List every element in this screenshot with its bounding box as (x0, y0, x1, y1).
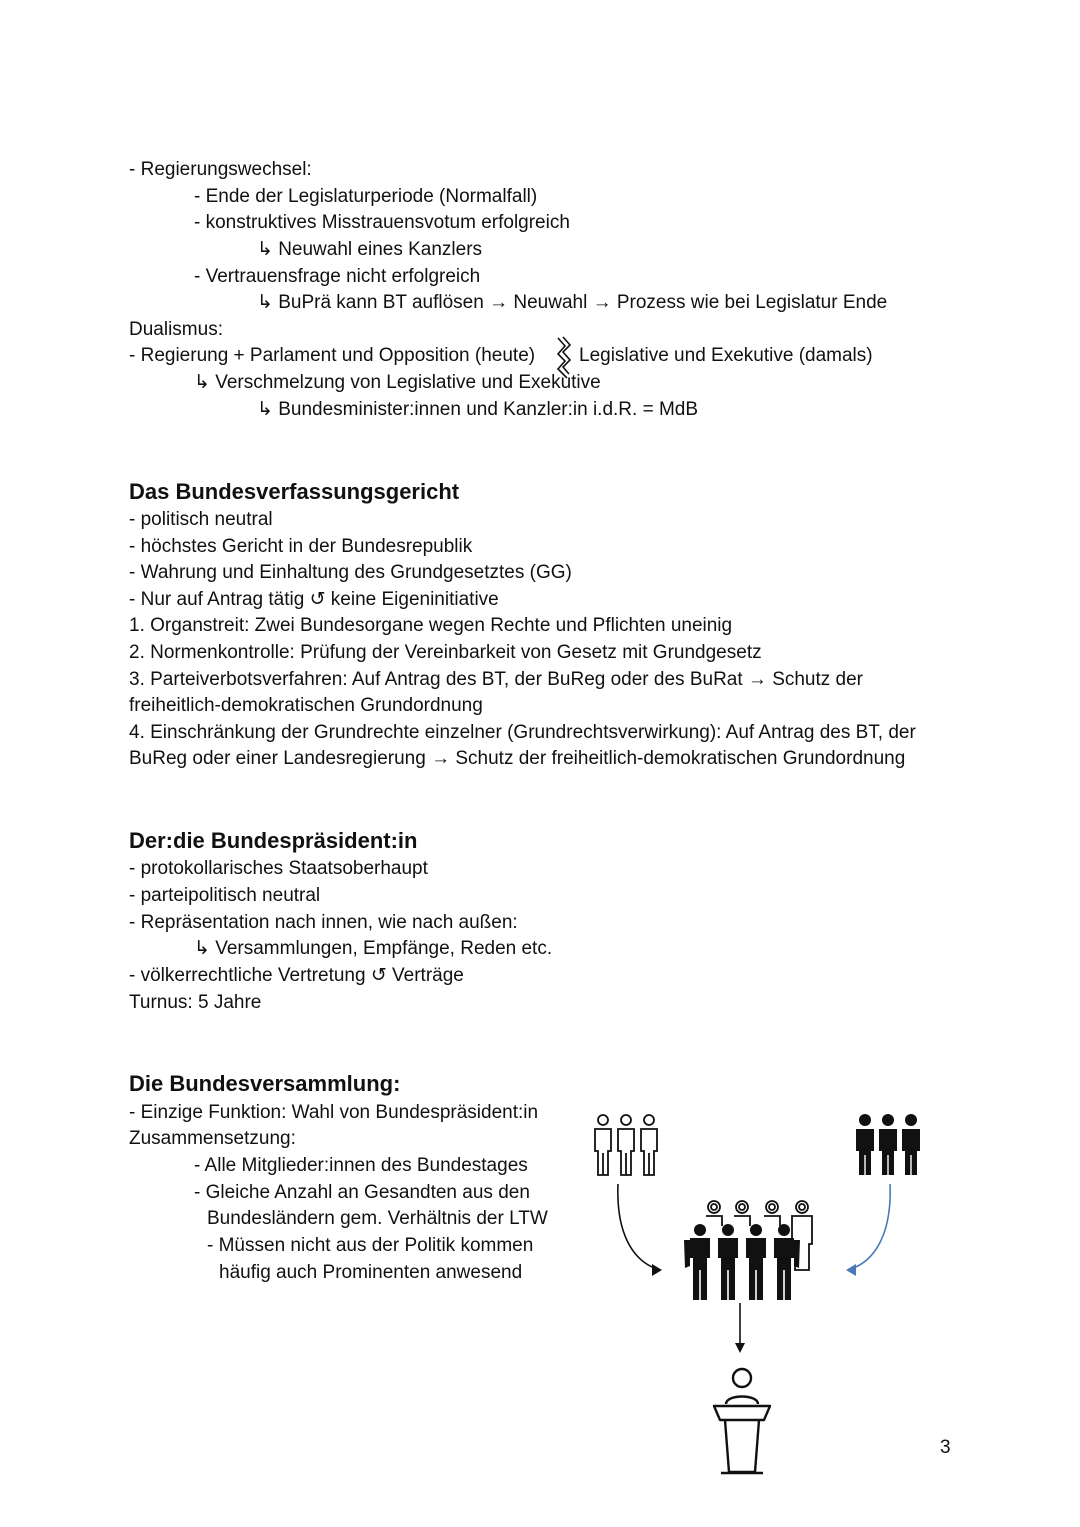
bupraes-line: - protokollarisches Staatsoberhaupt (129, 858, 428, 879)
bupraes-line: - Repräsentation nach innen, wie nach außen: (129, 912, 518, 933)
bverfg-line: freiheitlich-demokratischen Grundordnung (129, 695, 483, 716)
bverfg-line: - höchstes Gericht in der Bundesrepublik (129, 536, 473, 557)
dualismus-subitem: ↳ Verschmelzung von Legislative und Exekutive (194, 372, 601, 393)
bverfg-line: 3. Parteiverbotsverfahren: Auf Antrag des BT, der BuReg oder des BuRat → Schutz der (129, 669, 864, 690)
assembly-crowd-icon (682, 1196, 822, 1302)
bverfg-heading: Das Bundesverfassungsgericht (129, 479, 460, 504)
regierungswechsel-title: - Regierungswechsel: (129, 159, 312, 180)
bversammlung-subitem: häufig auch Prominenten anwesend (219, 1262, 523, 1283)
dualismus-title: Dualismus: (129, 319, 223, 340)
bversammlung-subitem: - Müssen nicht aus der Politik kommen (207, 1235, 534, 1256)
regierungswechsel-item: - Ende der Legislaturperiode (Normalfall) (194, 186, 538, 207)
bversammlung-line: - Einzige Funktion: Wahl von Bundespräsident:in (129, 1102, 539, 1123)
bverfg-line: BuReg oder einer Landesregierung → Schutz der freiheitlich-demokratischen Grundordnung (129, 748, 906, 769)
dualismus-line-right: Legislative und Exekutive (damals) (579, 345, 873, 366)
bverfg-line: 4. Einschränkung der Grundrechte einzelner (Grundrechtsverwirkung): Auf Antrag des BT, der (129, 722, 916, 743)
bversammlung-subitem: Bundesländern gem. Verhältnis der LTW (207, 1208, 548, 1229)
regierungswechsel-subitem: ↳ BuPrä kann BT auflösen → Neuwahl → Prozess wie bei Legislatur Ende (257, 292, 888, 313)
outlined-people-icon (591, 1113, 661, 1177)
speaker-podium-icon (711, 1366, 773, 1476)
bverfg-line: 2. Normenkontrolle: Prüfung der Vereinbarkeit von Gesetz mit Grundgesetz (129, 642, 762, 663)
bverfg-line: - Wahrung und Einhaltung des Grundgesetztes (GG) (129, 562, 572, 583)
regierungswechsel-item: - Vertrauensfrage nicht erfolgreich (194, 266, 481, 287)
bverfg-line: - Nur auf Antrag tätig ↺ keine Eigeninitiative (129, 589, 499, 610)
bupraes-subitem: ↳ Versammlungen, Empfänge, Reden etc. (194, 938, 553, 959)
bupraes-heading: Der:die Bundespräsident:in (129, 828, 418, 853)
regierungswechsel-item: - konstruktives Misstrauensvotum erfolgreich (194, 212, 570, 233)
bverfg-line: 1. Organstreit: Zwei Bundesorgane wegen Rechte und Pflichten uneinig (129, 615, 733, 636)
bupraes-line: - parteipolitisch neutral (129, 885, 321, 906)
filled-people-icon (853, 1113, 923, 1177)
dualismus-line-left: - Regierung + Parlament und Opposition (heute) (129, 345, 536, 366)
bversammlung-subitem: - Gleiche Anzahl an Gesandten aus den (194, 1182, 530, 1203)
arrow-laender-to-assembly (836, 1182, 896, 1278)
bupraes-turnus: Turnus: 5 Jahre (129, 992, 262, 1013)
bversammlung-subitem: - Alle Mitglieder:innen des Bundestages (194, 1155, 528, 1176)
arrow-bundestag-to-assembly (612, 1182, 672, 1278)
bversammlung-line: Zusammensetzung: (129, 1128, 296, 1149)
page-number: 3 (940, 1437, 951, 1458)
arrow-assembly-to-president (730, 1303, 750, 1355)
regierungswechsel-subitem: ↳ Neuwahl eines Kanzlers (257, 239, 483, 260)
bverfg-line: - politisch neutral (129, 509, 273, 530)
bversammlung-heading: Die Bundesversammlung: (129, 1071, 401, 1096)
bupraes-line: - völkerrechtliche Vertretung ↺ Verträge (129, 965, 464, 986)
dualismus-subitem: ↳ Bundesminister:innen und Kanzler:in i.d.R. = MdB (257, 399, 699, 420)
